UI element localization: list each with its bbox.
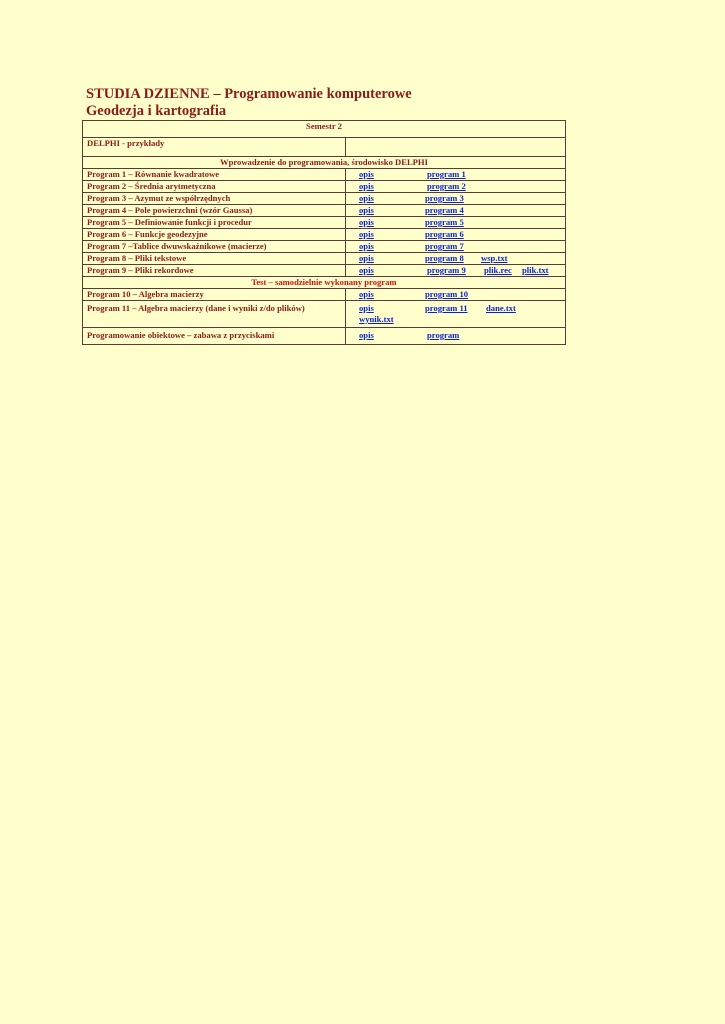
- table-row: [83, 328, 566, 345]
- section-heading: DELPHI - przykłady: [83, 138, 346, 157]
- page-subtitle: Geodezja i kartografia: [86, 103, 227, 119]
- table-row: [83, 217, 566, 229]
- program-name: Programowanie obiektowe – zabawa z przyciskami: [83, 328, 346, 345]
- intro-row: Wprowadzenie do programowania, środowisko DELPHI: [83, 157, 566, 169]
- file-link-plik-rec[interactable]: plik.rec: [484, 265, 512, 275]
- program-name: Program 10 – Algebra macierzy: [83, 289, 346, 301]
- program-name: Program 7 –Tablice dwuwskaźnikowe (macierze): [83, 241, 346, 253]
- opis-link[interactable]: opis: [359, 330, 374, 340]
- opis-link[interactable]: opis: [359, 181, 374, 191]
- program-name: Program 8 – Pliki tekstowe: [83, 253, 346, 265]
- course-table: [82, 120, 566, 345]
- opis-link[interactable]: opis: [359, 229, 374, 239]
- program-name: Program 2 – Średnia arytmetyczna: [83, 181, 346, 193]
- program-link[interactable]: program 11: [425, 303, 468, 313]
- table-row: [83, 289, 566, 301]
- program-name: Program 3 – Azymut ze współrzędnych: [83, 193, 346, 205]
- semester-heading: Semestr 2: [83, 121, 566, 138]
- program-name: Program 9 – Pliki rekordowe: [83, 265, 346, 277]
- file-link-wsp[interactable]: wsp.txt: [481, 253, 508, 263]
- opis-link[interactable]: opis: [359, 289, 374, 299]
- file-link-plik-txt[interactable]: plik.txt: [522, 265, 549, 275]
- program-link[interactable]: program 9: [427, 265, 466, 275]
- opis-link[interactable]: opis: [359, 205, 374, 215]
- program-link[interactable]: program 2: [427, 181, 466, 191]
- program-link[interactable]: program: [427, 330, 460, 340]
- page-title: STUDIA DZIENNE – Programowanie komputerowe: [86, 86, 412, 102]
- program-link[interactable]: program 1: [427, 169, 466, 179]
- opis-link[interactable]: opis: [359, 253, 374, 263]
- table-row: [83, 301, 566, 328]
- table-row: [83, 205, 566, 217]
- table-row: [83, 253, 566, 265]
- program-name: Program 11 – Algebra macierzy (dane i wyniki z/do plików): [83, 301, 346, 328]
- program-link[interactable]: program 3: [425, 193, 464, 203]
- page-header: [86, 86, 412, 120]
- program-name: Program 5 – Definiowanie funkcji i procedur: [83, 217, 346, 229]
- program-name: Program 4 – Pole powierzchni (wzór Gaussa): [83, 205, 346, 217]
- opis-link[interactable]: opis: [359, 193, 374, 203]
- opis-link[interactable]: opis: [359, 303, 374, 313]
- program-name: Program 1 – Równanie kwadratowe: [83, 169, 346, 181]
- table-row: [83, 265, 566, 277]
- table-row: [83, 193, 566, 205]
- program-link[interactable]: program 10: [425, 289, 469, 299]
- table-row: [83, 229, 566, 241]
- file-link-dane[interactable]: dane.txt: [486, 303, 516, 313]
- table-row: [83, 169, 566, 181]
- program-link[interactable]: program 8: [425, 253, 464, 263]
- test-row: Test – samodzielnie wykonany program: [83, 277, 566, 289]
- opis-link[interactable]: opis: [359, 169, 374, 179]
- program-link[interactable]: program 5: [425, 217, 464, 227]
- file-link-wynik[interactable]: wynik.txt: [359, 314, 394, 324]
- table-row: [83, 241, 566, 253]
- program-link[interactable]: program 7: [425, 241, 464, 251]
- opis-link[interactable]: opis: [359, 241, 374, 251]
- program-name: Program 6 – Funkcje geodezyjne: [83, 229, 346, 241]
- program-link[interactable]: program 6: [425, 229, 464, 239]
- opis-link[interactable]: opis: [359, 217, 374, 227]
- program-link[interactable]: program 4: [425, 205, 464, 215]
- section-heading-empty: [346, 138, 566, 157]
- table-row: [83, 181, 566, 193]
- opis-link[interactable]: opis: [359, 265, 374, 275]
